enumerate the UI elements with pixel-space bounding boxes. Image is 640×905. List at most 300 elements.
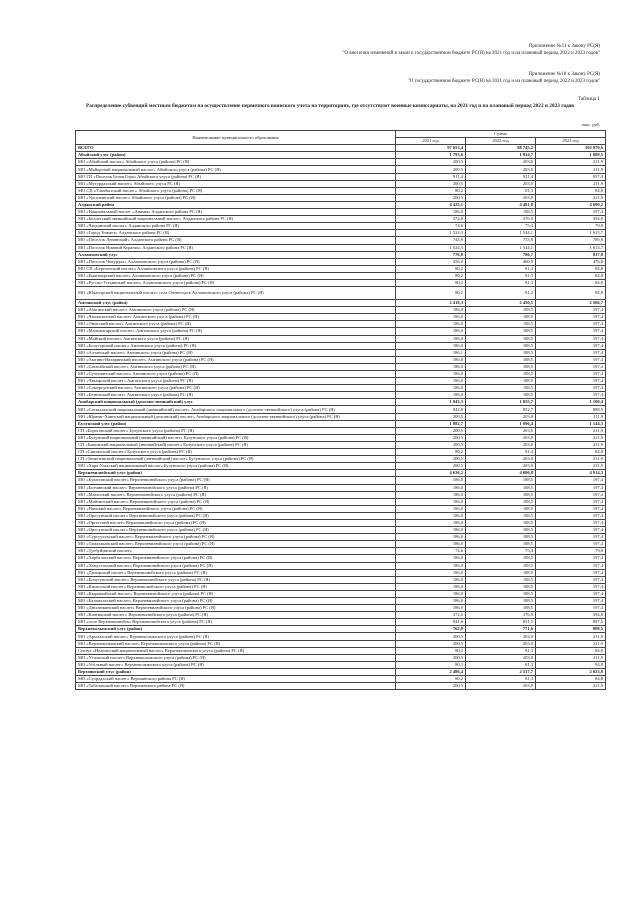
value-2022-cell: 188,5 [466, 569, 536, 576]
row-name-cell: МО «Болугурский наслег» Амгинского улуса (района) РС (Я) [76, 342, 396, 349]
row-name-cell: МО «Табалахский наслег» Верхоянского района РС (Я) [76, 683, 396, 690]
table-row [76, 590, 606, 597]
value-2022-cell: 203,0 [466, 456, 536, 463]
column-header-name: Наименование муниципального образования [76, 131, 396, 145]
table-row [76, 378, 606, 385]
column-header-2021: 2021 год [396, 138, 466, 145]
row-name-cell: МО «Булагинский наслег» Верхневилюйского улуса (района) РС (Я) [76, 477, 396, 484]
value-2021-cell: 186,0 [396, 498, 466, 505]
value-2022-cell: 81,3 [466, 272, 536, 279]
row-name-cell: МО «Угольный наслег» Верхнеколымского улуса (района) РС (Я) [76, 661, 396, 668]
table-row [76, 420, 606, 427]
value-2021-cell: 74,6 [396, 548, 466, 555]
table-row [76, 676, 606, 683]
table-row [76, 237, 606, 244]
value-2021-cell: 186,1 [396, 349, 466, 356]
table-number: Таблица 1 [577, 96, 600, 102]
value-2021-cell: 186,0 [396, 363, 466, 370]
value-2023-cell: 84,8 [536, 287, 606, 300]
value-2022-cell: 81,3 [466, 265, 536, 272]
row-name-cell: МО «Ботчинский наслег» Верхневилюйского улуса (района) РС (Я) [76, 484, 396, 491]
row-name-cell: Аллаиховский улус [76, 251, 396, 258]
value-2023-cell: 197,4 [536, 371, 606, 378]
value-2021-cell: 186,0 [396, 356, 466, 363]
row-name-cell: МО «Абагинский наслег» Амгинского улуса (района) РС (Я) [76, 307, 396, 314]
row-name-cell: МО «Беллетский эвенкийский национальный наслег» Алданского района РС (Я) [76, 216, 396, 223]
value-2021-cell: 186,0 [396, 583, 466, 590]
table-row [76, 413, 606, 420]
value-2021-cell: 911,4 [396, 173, 466, 180]
value-2022-cell: 188,5 [466, 335, 536, 342]
value-2023-cell: 197,4 [536, 569, 606, 576]
row-name-cell: МО «Суордахский наслег» Верхоянского района РС (Я) [76, 676, 396, 683]
table-row [76, 534, 606, 541]
value-2023-cell: 4 690,2 [536, 201, 606, 208]
row-name-cell: МО СП «Улахбытский наслег» Абыйского улуса (района) РС (Я) [76, 187, 396, 194]
table-row [76, 427, 606, 434]
value-2021-cell: 200,5 [396, 640, 466, 647]
value-2021-cell: 80,2 [396, 265, 466, 272]
table-row [76, 605, 606, 612]
value-2022-cell: 98 745,2 [466, 145, 536, 152]
value-2023-cell: 197,4 [536, 498, 606, 505]
appendix-18-law-title: "О государственном бюджете РС(Я) на 2021 год и на плановый период 2022 и 2023 годов" [407, 78, 600, 84]
table-row [76, 166, 606, 173]
table-row [76, 505, 606, 512]
row-name-cell: МО «Национальный наслег «Анамы» Алданского района РС (Я) [76, 209, 396, 216]
table-row [76, 491, 606, 498]
row-name-cell: МО «Майорский национальный наслег» Абыйского улуса (района) РС (Я) [76, 166, 396, 173]
value-2023-cell: 197,4 [536, 583, 606, 590]
row-name-cell: Амгинский улус (район) [76, 300, 396, 307]
value-2022-cell: 203,0 [466, 633, 536, 640]
value-2021-cell: 186,0 [396, 328, 466, 335]
row-name-cell: МО «Соморсунский наслег» Амгинского улуса (района) РС (Я) [76, 385, 396, 392]
table-row [76, 314, 606, 321]
value-2022-cell: 188,5 [466, 392, 536, 399]
value-2022-cell: 786,7 [466, 251, 536, 258]
value-2022-cell: 188,5 [466, 484, 536, 491]
value-2023-cell: 211,9 [536, 683, 606, 690]
row-name-cell: МО «Мугурдахский наслег» Абыйского улуса РС (Я) [76, 180, 396, 187]
row-name-cell: МО «Русско-Устьинский наслег» Аллаиховского улуса (района) РС (Я) [76, 279, 396, 286]
value-2023-cell: 84,8 [536, 272, 606, 279]
value-2023-cell: 84,8 [536, 187, 606, 194]
row-name-cell: МО «Мэйтинский наслег» Верхневилюйского улуса (района) РС (Я) [76, 498, 396, 505]
table-row [76, 470, 606, 477]
value-2022-cell: 188,5 [466, 605, 536, 612]
row-name-cell: МО «Сургуулукский наслег» Верхневилюйского улуса (района) РС (Я) [76, 534, 396, 541]
row-name-cell: СП «Борогонский наслег» Булунского улуса (района) РС (Я) [76, 427, 396, 434]
table-row [76, 279, 606, 286]
value-2022-cell: 188,5 [466, 583, 536, 590]
value-2023-cell: 211,9 [536, 166, 606, 173]
row-name-cell: МО «Арылахский наслег» Верхнеколымского улуса (района) РС (Я) [76, 633, 396, 640]
row-name-cell: МО «Поселок Нижний Куранах» Алданского района РС (Я) [76, 244, 396, 251]
value-2022-cell: 203,0 [466, 640, 536, 647]
value-2021-cell: 186,0 [396, 477, 466, 484]
value-2023-cell: 197,4 [536, 385, 606, 392]
value-2023-cell: 197,4 [536, 519, 606, 526]
value-2021-cell: 186,0 [396, 321, 466, 328]
row-name-cell: МО «Бочугунский наслег» Верхневилюйского улуса (района) РС (Я) [76, 576, 396, 583]
row-name-cell: Верхнеколымский улус (район) [76, 626, 396, 633]
value-2023-cell: 197,4 [536, 356, 606, 363]
value-2022-cell: 188,5 [466, 371, 536, 378]
value-2023-cell: 808,5 [536, 626, 606, 633]
value-2023-cell: 4 914,3 [536, 470, 606, 477]
value-2021-cell: 743,9 [396, 237, 466, 244]
value-2021-cell: 186,0 [396, 590, 466, 597]
row-name-cell: МО «Сулгачинский наслег» Амгинского улуса (района) РС (Я) [76, 371, 396, 378]
row-name-cell: Верхоянский улус (район) [76, 668, 396, 675]
row-name-cell: Верхневилюйский улус (район) [76, 470, 396, 477]
table-row [76, 287, 606, 300]
value-2023-cell: 197,4 [536, 555, 606, 562]
value-2022-cell: 203,0 [466, 463, 536, 470]
value-2022-cell: 188,5 [466, 307, 536, 314]
table-row [76, 265, 606, 272]
table-row [76, 668, 606, 675]
value-2021-cell: 80,2 [396, 287, 466, 300]
value-2023-cell: 197,4 [536, 562, 606, 569]
value-2022-cell: 75,4 [466, 548, 536, 555]
value-2022-cell: 203,0 [466, 194, 536, 201]
row-name-cell: Анабарский национальный (долгано-эвенкийский) улус [76, 399, 396, 406]
table-row [76, 548, 606, 555]
table-row [76, 661, 606, 668]
value-2023-cell: 211,9 [536, 194, 606, 201]
value-2022-cell: 188,5 [466, 477, 536, 484]
value-2021-cell: 200,5 [396, 463, 466, 470]
value-2022-cell: 4 481,8 [466, 201, 536, 208]
value-2023-cell: 211,9 [536, 441, 606, 448]
value-2022-cell: 188,5 [466, 342, 536, 349]
row-name-cell: МО «Оросунский наслег» Верхневилюйского улуса (района) РС (Я) [76, 527, 396, 534]
value-2022-cell: 753,8 [466, 237, 536, 244]
value-2022-cell: 81,3 [466, 187, 536, 194]
table-row [76, 300, 606, 307]
row-name-cell: МО «Чакырский наслег» Амгинского улуса (района) РС (Я) [76, 378, 396, 385]
table-row [76, 619, 606, 626]
row-name-cell: МО «Оргетский наслег» Верхневилюйского улуса (района) РС (Я) [76, 519, 396, 526]
value-2021-cell: 1 524,3 [396, 230, 466, 237]
units-label: тыс. руб. [581, 122, 600, 127]
value-2022-cell: 1 814,7 [466, 152, 536, 159]
appendix-11-law-title: "О внесении изменений в закон о государственном бюджете РС(Я) на 2021 год и на плановый период 2022 и 2023 годов" [342, 50, 600, 56]
row-name-cell: МО «Кюлетский наслег» Верхневилюйского улуса (района) РС (Я) [76, 583, 396, 590]
value-2023-cell: 197,4 [536, 349, 606, 356]
row-name-cell: МО «Балыктахский наслег» Верхневилюйского улуса (района) РС (Я) [76, 598, 396, 605]
table-row [76, 612, 606, 619]
value-2022-cell: 188,5 [466, 314, 536, 321]
table-row [76, 349, 606, 356]
table-row [76, 363, 606, 370]
value-2021-cell: 200,5 [396, 194, 466, 201]
value-2023-cell: 817,8 [536, 251, 606, 258]
row-name-cell: МО «Оросунский наслег» Верхневилюйского улуса (района) РС (Я) [76, 512, 396, 519]
value-2022-cell: 188,5 [466, 363, 536, 370]
value-2023-cell: 1 615,7 [536, 230, 606, 237]
table-row [76, 449, 606, 456]
appendix-18-header [408, 72, 600, 85]
value-2023-cell: 211,9 [536, 463, 606, 470]
value-2021-cell: 74,6 [396, 223, 466, 230]
table-row [76, 385, 606, 392]
value-2022-cell: 188,5 [466, 321, 536, 328]
value-2021-cell: 842,8 [396, 406, 466, 413]
table-row [76, 654, 606, 661]
value-2021-cell: 200,5 [396, 166, 466, 173]
row-name-cell: МО «Верхнеколымский наслег» Верхнеколымского улуса (района) РС (Я) [76, 640, 396, 647]
document-title: Распределение субвенций местным бюджетам на осуществление первичного воинского учета на территориях, где отсутствуют военные комиссариаты, на 2021 год и на плановый период 2022 и 2023 годов [85, 103, 575, 109]
row-name-cell: МО «Урсалынский наслег» Абыйского улуса (района) РС (Я) [76, 194, 396, 201]
value-2021-cell: 2 418,3 [396, 300, 466, 307]
value-2023-cell: 887,5 [536, 619, 606, 626]
table-row [76, 527, 606, 534]
row-name-cell: МО «Чапчагинский наслег» Амгинского улуса (района) РС (Я) [76, 314, 396, 321]
value-2021-cell: 372,0 [396, 216, 466, 223]
row-name-cell: МО «Амгино-Нахаринский наслег» Амгинского улуса (района) РС (Я) [76, 356, 396, 363]
row-name-cell: Алданский район [76, 201, 396, 208]
value-2021-cell: 186,0 [396, 342, 466, 349]
value-2021-cell: 80,2 [396, 187, 466, 194]
value-2021-cell: 186,0 [396, 307, 466, 314]
row-name-cell: МО «село Верхневилюйск» Верхневилюйского улуса (района) РС (Я) [76, 619, 396, 626]
row-name-cell: МО «Поселок Чокурдах» Аллаиховского улуса (района) РС (Я) [76, 258, 396, 265]
value-2021-cell: 200,5 [396, 427, 466, 434]
value-2022-cell: 771,6 [466, 626, 536, 633]
table-row [76, 519, 606, 526]
table-row [76, 399, 606, 406]
value-2023-cell: 197,4 [536, 534, 606, 541]
value-2023-cell: 84,8 [536, 265, 606, 272]
table-row [76, 321, 606, 328]
table-row [76, 194, 606, 201]
value-2021-cell: 200,5 [396, 683, 466, 690]
value-2021-cell: 186,0 [396, 605, 466, 612]
value-2023-cell: 211,9 [536, 633, 606, 640]
column-header-2022: 2022 год [466, 138, 536, 145]
value-2023-cell: 84,8 [536, 449, 606, 456]
value-2021-cell: 776,8 [396, 251, 466, 258]
value-2023-cell: 197,4 [536, 484, 606, 491]
value-2021-cell: 372,0 [396, 612, 466, 619]
value-2022-cell: 203,0 [466, 413, 536, 420]
value-2021-cell: 1 043,3 [396, 399, 466, 406]
value-2022-cell: 188,5 [466, 491, 536, 498]
value-2022-cell: 4 696,8 [466, 470, 536, 477]
table-row [76, 434, 606, 441]
row-name-cell: МО «Быягнырский наслег» Аллаиховского улуса (района) РС (Я) [76, 272, 396, 279]
value-2022-cell: 1 544,1 [466, 244, 536, 251]
value-2021-cell: 200,5 [396, 456, 466, 463]
value-2021-cell: 186,0 [396, 484, 466, 491]
subvention-table [75, 130, 606, 690]
value-2021-cell: 200,5 [396, 441, 466, 448]
table-row [76, 307, 606, 314]
row-name-cell: МО «Хомустахский наслег» Верхневилюйского улуса (района) РС (Я) [76, 562, 396, 569]
value-2021-cell: 186,0 [396, 576, 466, 583]
row-name-cell: МО «Тамалаканский наслег» Верхневилюйского улуса (района) РС (Я) [76, 541, 396, 548]
value-2021-cell: 1 793,6 [396, 152, 466, 159]
value-2023-cell: 197,4 [536, 491, 606, 498]
table-row [76, 555, 606, 562]
value-2022-cell: 852,7 [466, 406, 536, 413]
table-row [76, 356, 606, 363]
value-2021-cell: 456,0 [396, 258, 466, 265]
row-name-cell: МО «Город Томмот» Алданского района РС (Я) [76, 230, 396, 237]
value-2023-cell: 197,4 [536, 342, 606, 349]
appendix-18-number: Приложение №18 к Закону РС(Я) [528, 72, 600, 77]
value-2021-cell: 200,5 [396, 633, 466, 640]
row-name-cell: МО «Сатагайский наслег» Амгинского улуса (района) РС (Я) [76, 363, 396, 370]
table-row [76, 463, 606, 470]
table-header-row [76, 131, 606, 138]
value-2022-cell: 2 517,7 [466, 668, 536, 675]
table-row [76, 335, 606, 342]
value-2021-cell: 4 425,1 [396, 201, 466, 208]
table-row [76, 477, 606, 484]
value-2022-cell: 188,5 [466, 349, 536, 356]
value-2021-cell: 1 524,3 [396, 244, 466, 251]
table-row [76, 201, 606, 208]
value-2022-cell: 188,5 [466, 541, 536, 548]
row-name-cell: МО «Поселок Ленинский» Алданского района РС (Я) [76, 237, 396, 244]
row-name-cell: МО «Булунский национальный (эвенкийский) наслег» Булунского улуса (района) РС (Я) [76, 434, 396, 441]
value-2022-cell: 188,5 [466, 512, 536, 519]
value-2023-cell: 102 970,6 [536, 145, 606, 152]
value-2021-cell: 200,5 [396, 413, 466, 420]
value-2022-cell: 188,5 [466, 505, 536, 512]
value-2023-cell: 957,4 [536, 173, 606, 180]
value-2023-cell: 197,4 [536, 335, 606, 342]
value-2022-cell: 203,0 [466, 434, 536, 441]
value-2021-cell: 2 486,4 [396, 668, 466, 675]
value-2021-cell: 80,2 [396, 279, 466, 286]
value-2021-cell: 80,2 [396, 272, 466, 279]
value-2022-cell: 188,5 [466, 534, 536, 541]
value-2023-cell: 197,4 [536, 605, 606, 612]
value-2022-cell: 851,5 [466, 619, 536, 626]
table-row [76, 647, 606, 654]
value-2023-cell: 197,4 [536, 512, 606, 519]
row-name-cell: МО «Туобуйинский наслег» [76, 548, 396, 555]
row-name-cell: МО «Далырский наслег» Верхневилюйского улуса (района) РС (Я) [76, 569, 396, 576]
table-row [76, 187, 606, 194]
value-2021-cell: 4 636,2 [396, 470, 466, 477]
value-2022-cell: 188,5 [466, 519, 536, 526]
value-2022-cell: 81,2 [466, 287, 536, 300]
table-row [76, 498, 606, 505]
value-2023-cell: 211,9 [536, 434, 606, 441]
value-2022-cell: 81,3 [466, 279, 536, 286]
value-2023-cell: 79,0 [536, 223, 606, 230]
value-2023-cell: 197,4 [536, 527, 606, 534]
value-2023-cell: 394,8 [536, 612, 606, 619]
table-row [76, 209, 606, 216]
value-2021-cell: 186,0 [396, 598, 466, 605]
value-2021-cell: 186,0 [396, 392, 466, 399]
row-name-cell: МО СП «Берелехский наслег» Аллаиховского улуса (района) РС (Я) [76, 265, 396, 272]
value-2021-cell: 186,0 [396, 491, 466, 498]
table-row [76, 512, 606, 519]
value-2023-cell: 1 889,5 [536, 152, 606, 159]
value-2022-cell: 188,5 [466, 378, 536, 385]
table-row [76, 683, 606, 690]
value-2022-cell: 188,5 [466, 356, 536, 363]
value-2023-cell: 1 144,3 [536, 420, 606, 427]
row-name-cell: МО «Утальский наслег» Верхнеколымского улуса (района) РС (Я) [76, 654, 396, 661]
value-2021-cell: 186,0 [396, 569, 466, 576]
value-2021-cell: 186,0 [396, 209, 466, 216]
value-2023-cell: 211,9 [536, 180, 606, 187]
row-name-cell: МО «Майский наслег» Амгинского улуса (района) РС (Я) [76, 335, 396, 342]
value-2021-cell: 200,5 [396, 159, 466, 166]
value-2022-cell: 188,5 [466, 209, 536, 216]
row-name-cell: Суктул «Нелемнский национальный наслег» Верхнеколымского улуса (района) РС (Я) [76, 647, 396, 654]
table-row [76, 541, 606, 548]
value-2023-cell: 211,9 [536, 413, 606, 420]
table-row [76, 392, 606, 399]
table-row [76, 216, 606, 223]
value-2023-cell: 211,9 [536, 456, 606, 463]
value-2021-cell: 80,2 [396, 676, 466, 683]
value-2022-cell: 188,5 [466, 328, 536, 335]
value-2022-cell: 81,3 [466, 676, 536, 683]
value-2022-cell: 376,9 [466, 612, 536, 619]
value-2023-cell: 197,4 [536, 321, 606, 328]
table-row [76, 640, 606, 647]
value-2023-cell: 211,9 [536, 427, 606, 434]
table-row [76, 152, 606, 159]
value-2022-cell: 81,3 [466, 661, 536, 668]
table-row [76, 626, 606, 633]
value-2023-cell: 197,4 [536, 307, 606, 314]
value-2021-cell: 186,0 [396, 541, 466, 548]
value-2021-cell: 186,0 [396, 314, 466, 321]
value-2021-cell: 186,0 [396, 512, 466, 519]
row-name-cell: СП «Сиктяхский наслег» Булунского улуса (района) РС (Я) [76, 449, 396, 456]
row-name-cell: СП «Тюметинский национальный (эвенкийский) наслег» Булунского улуса (района) РС (Я) [76, 456, 396, 463]
table-row [76, 562, 606, 569]
row-name-cell: МО «Юрюнг-Хаинский национальный (долганский) наслег» Анабарского национального (долгано-эвенкийского) улуса (района) РС (Я) [76, 413, 396, 420]
row-name-cell: МО «Абыйский наслег» Абыйского улуса (района) РС (Я) [76, 159, 396, 166]
value-2023-cell: 79,0 [536, 548, 606, 555]
row-name-cell: МО «Магасский наслег» Верхневилюйского улуса (района) РС (Я) [76, 491, 396, 498]
value-2021-cell: 186,0 [396, 562, 466, 569]
table-row [76, 569, 606, 576]
value-2023-cell: 197,4 [536, 314, 606, 321]
value-2023-cell: 197,4 [536, 590, 606, 597]
row-name-cell: МО «Мальжагарский наслег» Амгинского улуса (района) РС (Я) [76, 328, 396, 335]
value-2022-cell: 1 055,7 [466, 399, 536, 406]
value-2022-cell: 75,4 [466, 223, 536, 230]
table-row [76, 230, 606, 237]
table-row [76, 583, 606, 590]
value-2021-cell: 200,5 [396, 434, 466, 441]
value-2023-cell: 2 623,8 [536, 668, 606, 675]
value-2021-cell: 186,0 [396, 385, 466, 392]
table-row [76, 406, 606, 413]
row-name-cell: СП «Быковский национальный (эвенкийский) наслег» Булунского улуса (района) РС (Я) [76, 441, 396, 448]
row-name-cell: МО «Харбалахский наслег» Верхневилюйского улуса (района) РС (Я) [76, 555, 396, 562]
value-2022-cell: 81,3 [466, 647, 536, 654]
value-2022-cell: 188,5 [466, 385, 536, 392]
value-2021-cell: 80,2 [396, 647, 466, 654]
value-2022-cell: 188,5 [466, 562, 536, 569]
value-2023-cell: 394,8 [536, 216, 606, 223]
